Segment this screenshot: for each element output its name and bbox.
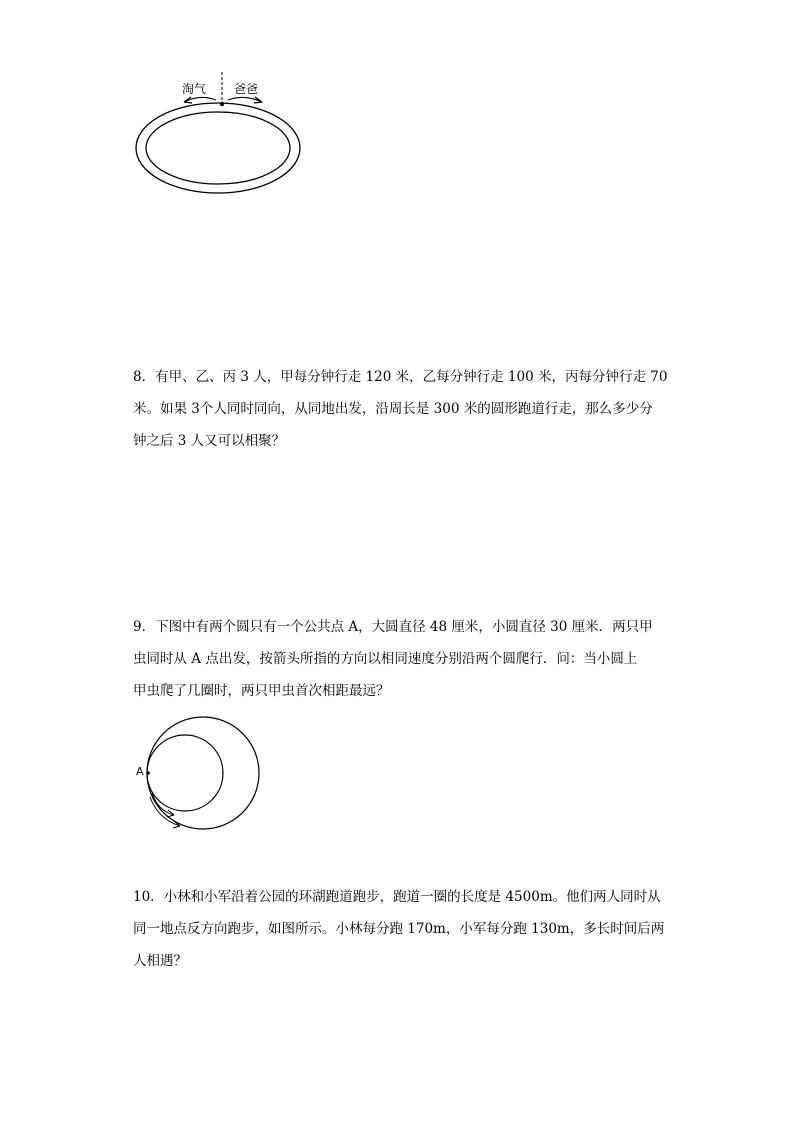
label-a: A [136,765,144,778]
point-a [146,771,150,775]
question-10-line-1: 10．小林和小军沿着公园的环湖跑道跑步，跑道一圈的长度是 4500m。他们两人同时从 [133,889,661,905]
question-9-line-1: 9．下图中有两个圆只有一个公共点 A，大圆直径 48 厘米，小圆直径 30 厘米．两只甲 [133,619,653,635]
track-figure [130,70,310,195]
question-10-line-2: 同一地点反方向跑步，如图所示。小林每分跑 170m，小军每分跑 130m，多长时间后两 [133,921,665,937]
track-outer-ellipse [136,103,300,193]
circles-diagram [134,715,269,835]
circles-figure [134,715,269,835]
small-circle [147,735,223,811]
question-10-line-3: 人相遇？ [133,953,187,969]
question-8-line-2: 米。如果 3个人同时同向，从同地出发，沿周长是 300 米的圆形跑道行走，那么多少分 [133,401,653,417]
question-8-line-3: 钟之后 3 人又可以相聚？ [133,433,286,449]
question-8-line-1: 8．有甲、乙、丙 3 人，甲每分钟行走 120 米，乙每分钟行走 100 米，丙每分钟行走 70 [133,369,668,385]
question-9-line-2: 虫同时从 A 点出发，按箭头所指的方向以相同速度分别沿两个圆爬行．问：当小圆上 [133,651,638,667]
track-diagram [130,70,310,195]
question-8 [133,361,668,457]
question-10 [133,881,663,977]
track-inner-ellipse [146,112,290,184]
start-point [220,102,224,106]
question-9-line-3: 甲虫爬了几圈时，两只甲虫首次相距最远？ [133,683,390,699]
label-taoqi: 淘气 [182,82,207,96]
label-baba: 爸爸 [234,82,259,96]
question-9 [133,611,663,707]
large-circle [147,717,259,829]
